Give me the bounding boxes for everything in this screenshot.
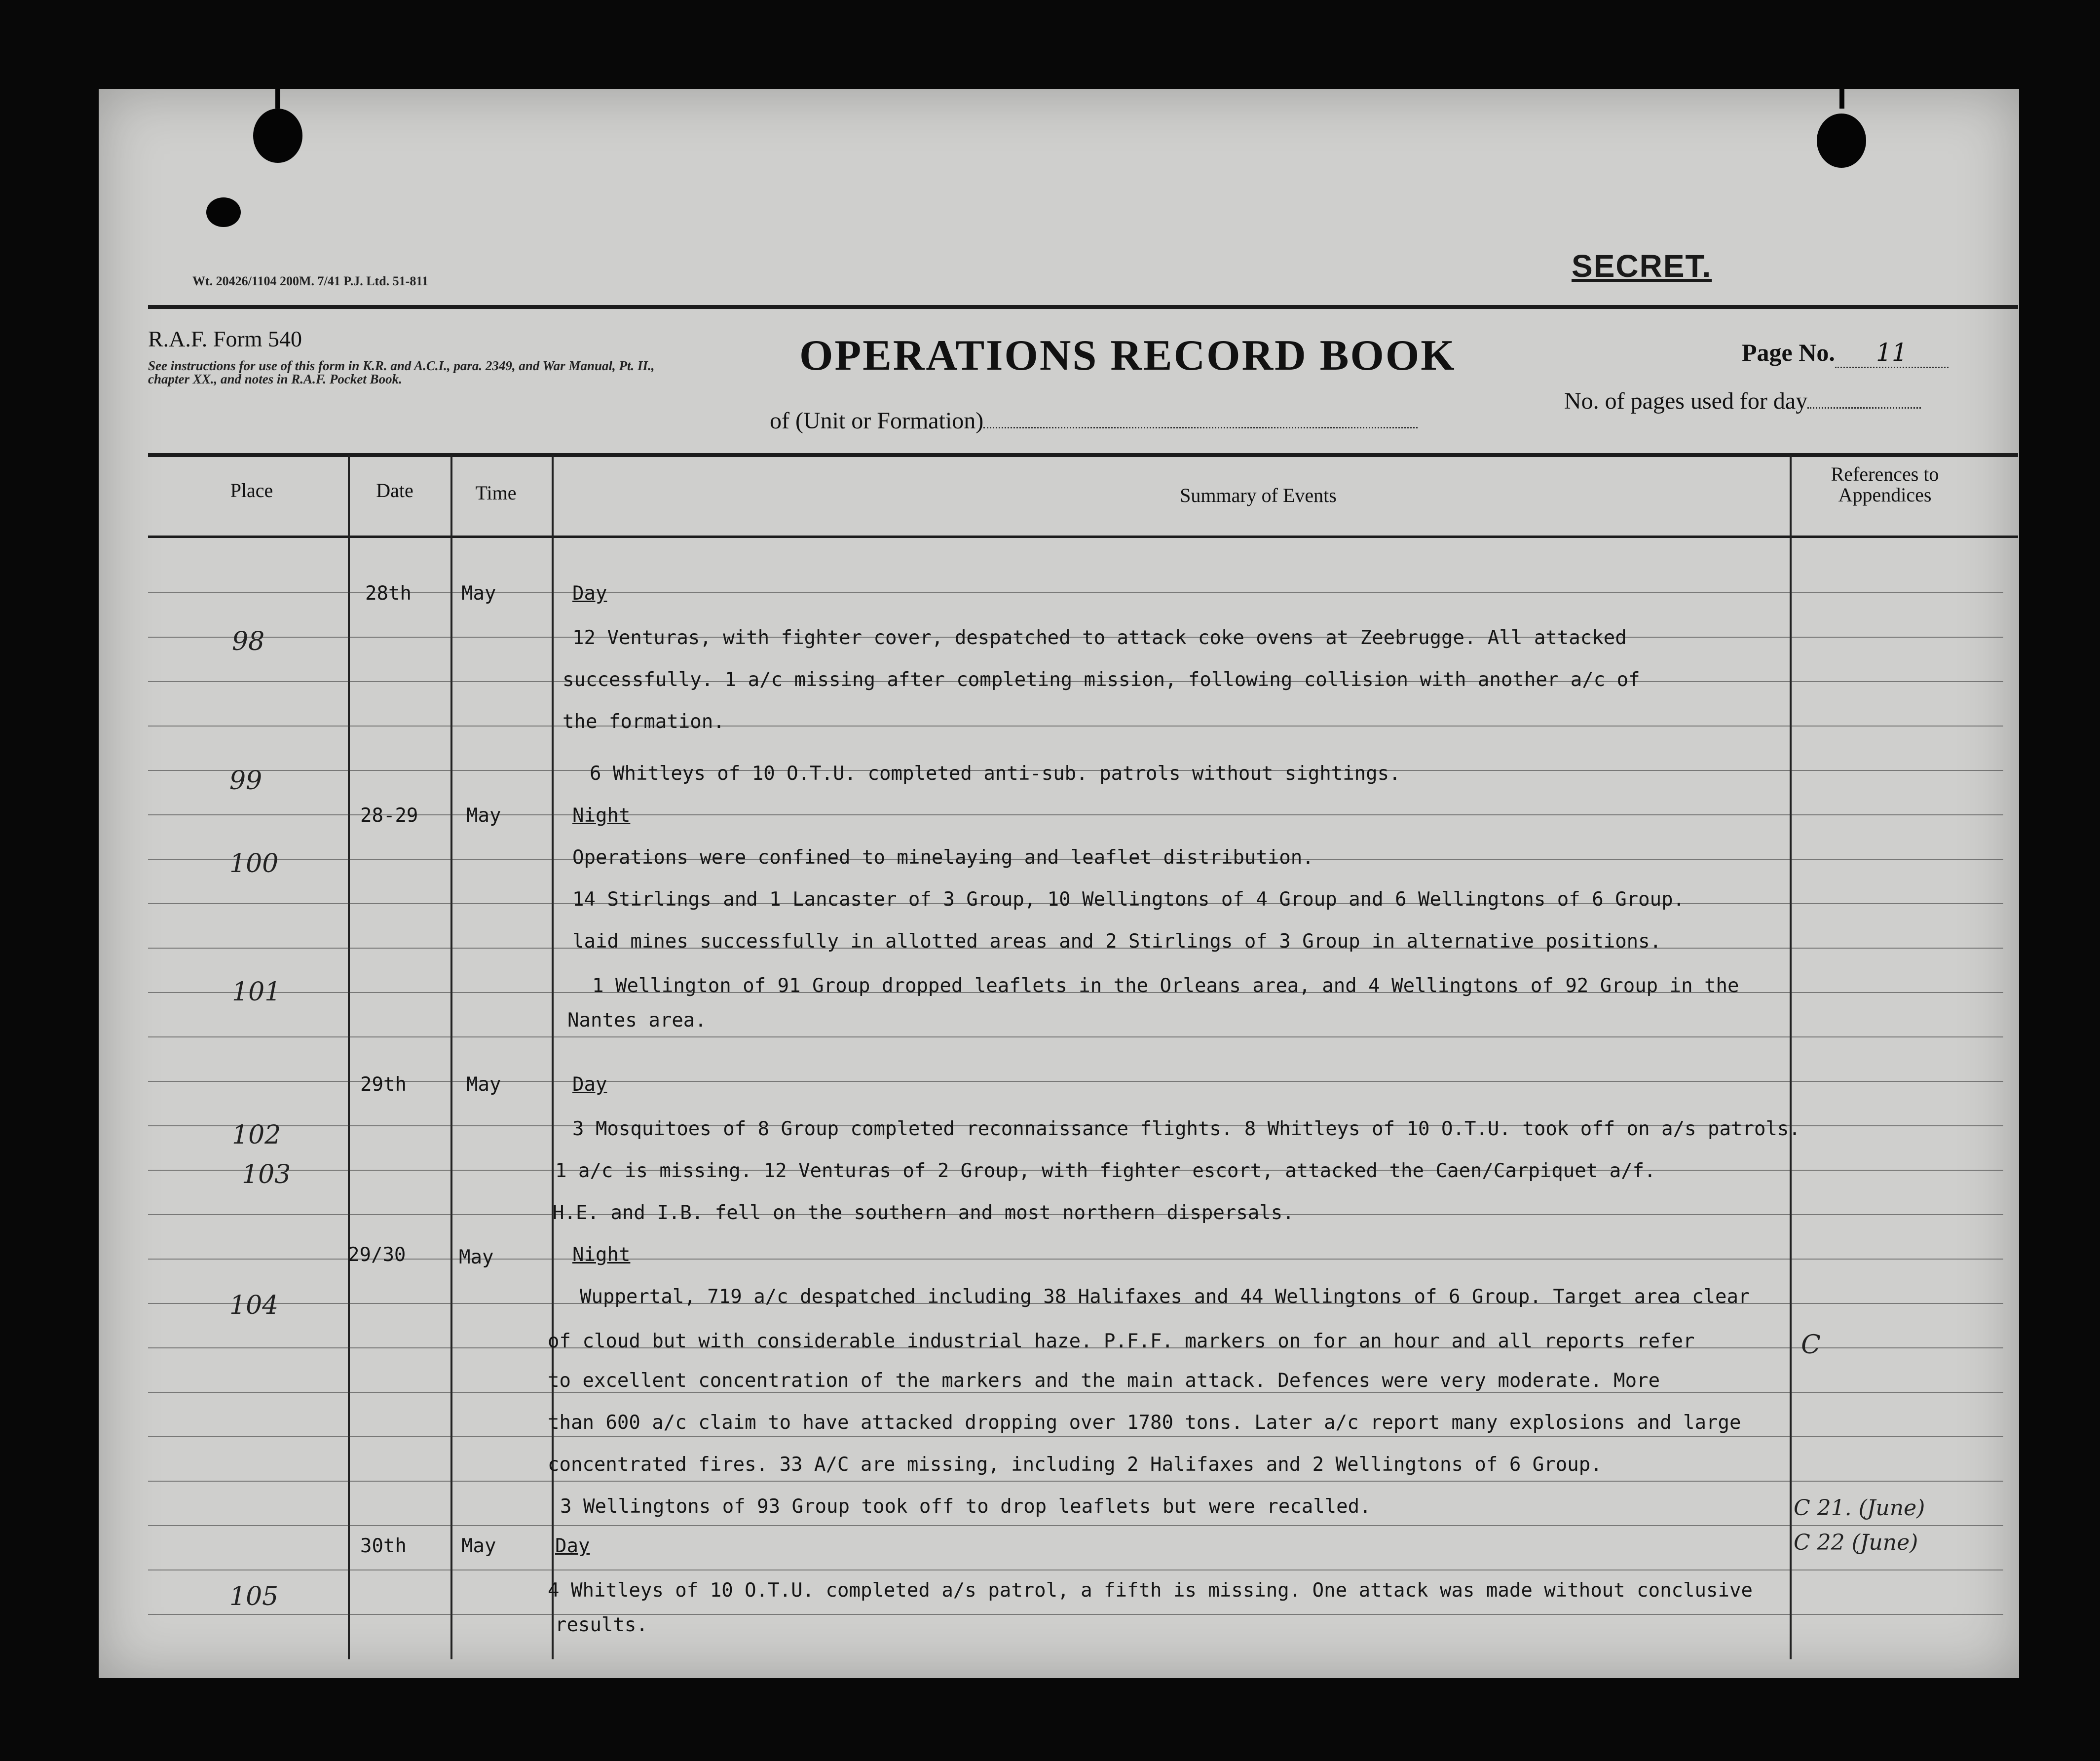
- appendix-reference: C 21. (June): [1794, 1495, 1925, 1521]
- place-serial-number: 101: [232, 977, 281, 1007]
- place-serial-number: 105: [229, 1582, 279, 1611]
- form-number: R.A.F. Form 540: [148, 326, 302, 351]
- header-rule-top: [148, 305, 2018, 309]
- punch-hole-small: [206, 197, 241, 227]
- summary-line: 1 a/c is missing. 12 Venturas of 2 Group, with fighter escort, attacked the Caen/Carpiquet a/f.: [555, 1160, 1656, 1182]
- entry-time: May: [461, 582, 496, 605]
- punch-hole-right: [1817, 114, 1866, 168]
- column-divider-time: [552, 455, 554, 1659]
- appendix-reference: C 22 (June): [1794, 1530, 1918, 1555]
- punch-hole-left: [253, 109, 302, 163]
- summary-line: 4 Whitleys of 10 O.T.U. completed a/s patrol, a fifth is missing. One attack was made without conclusive: [548, 1579, 1753, 1602]
- ruled-line: [148, 592, 2003, 593]
- pages-used-label: No. of pages used for day: [1564, 388, 1808, 414]
- summary-line: 3 Mosquitoes of 8 Group completed reconnaissance flights. 8 Whitleys of 10 O.T.U. took off on a/s patrols.: [572, 1118, 1800, 1140]
- summary-line: Wuppertal, 719 a/c despatched including 38 Halifaxes and 44 Wellingtons of 6 Group. Target area clear: [580, 1286, 1750, 1308]
- summary-line: of cloud but with considerable industrial haze. P.F.F. markers on for an hour and all reports refer: [548, 1330, 1695, 1352]
- summary-line: Operations were confined to minelaying and leaflet distribution.: [572, 846, 1314, 869]
- place-serial-number: 103: [242, 1160, 291, 1189]
- ruled-line: [148, 814, 2003, 815]
- entry-period-header: Day: [572, 1073, 607, 1096]
- form-instructions: See instructions for use of this form in K.R. and A.C.I., para. 2349, and War Manual, Pt. II., chapter XX., and notes in R.A.F. Pocket Book.: [148, 358, 655, 386]
- ruled-line: [148, 1525, 2003, 1526]
- pages-used-field: [1564, 387, 1921, 415]
- entry-period-header: Night: [572, 1244, 631, 1266]
- header-rule-bottom: [148, 536, 2018, 538]
- entry-date: 30th: [360, 1535, 407, 1557]
- place-serial-number: 99: [229, 766, 262, 796]
- place-serial-number: 98: [232, 627, 265, 656]
- column-divider-date: [450, 455, 452, 1659]
- summary-line: 12 Venturas, with fighter cover, despatched to attack coke ovens at Zeebrugge. All attacked: [572, 627, 1627, 649]
- page-number-label: Page No.: [1742, 339, 1835, 366]
- summary-line: 14 Stirlings and 1 Lancaster of 3 Group, 10 Wellingtons of 4 Group and 6 Wellingtons of 6 Group.: [572, 888, 1685, 911]
- place-serial-number: 104: [229, 1291, 279, 1320]
- entry-date: 29th: [360, 1073, 407, 1096]
- summary-line: concentrated fires. 33 A/C are missing, including 2 Halifaxes and 2 Wellingtons of 6 Group.: [548, 1454, 1602, 1476]
- ruled-line: [148, 726, 2003, 727]
- entry-date: 28-29: [360, 804, 418, 827]
- ruled-line: [148, 1392, 2003, 1393]
- entry-time: May: [466, 1073, 501, 1096]
- unit-field: [770, 407, 1418, 434]
- entry-period-header: Day: [555, 1535, 590, 1557]
- ruled-line: [148, 1081, 2003, 1082]
- entry-date: 28th: [365, 582, 412, 605]
- page-number-field: [1742, 338, 1949, 368]
- ruled-line: [148, 1481, 2003, 1482]
- ruled-line: [148, 1036, 2003, 1037]
- place-serial-number: 100: [229, 849, 279, 879]
- summary-line: H.E. and I.B. fell on the southern and most northern dispersals.: [553, 1202, 1294, 1224]
- page-number-value: 11: [1835, 338, 1949, 368]
- column-header-summary: Summary of Events: [1180, 484, 1337, 506]
- ruled-line: [148, 1436, 2003, 1437]
- entry-time: May: [459, 1246, 494, 1268]
- place-serial-number: 102: [232, 1120, 281, 1150]
- column-header-place: Place: [230, 479, 273, 501]
- entry-period-header: Day: [572, 582, 607, 605]
- column-divider-summary: [1790, 455, 1792, 1659]
- page-title: OPERATIONS RECORD BOOK: [799, 332, 1456, 380]
- record-sheet: [99, 89, 2019, 1678]
- binder-tab-left: [275, 89, 280, 109]
- entry-date: 29/30: [348, 1244, 406, 1266]
- column-divider-place: [348, 455, 350, 1659]
- pages-used-dotted-line: [1807, 407, 1921, 409]
- entry-time: May: [461, 1535, 496, 1557]
- summary-line: 6 Whitleys of 10 O.T.U. completed anti-sub. patrols without sightings.: [590, 763, 1401, 785]
- binder-tab-right: [1839, 89, 1844, 109]
- header-rule-table: [148, 453, 2018, 457]
- column-header-date: Date: [376, 479, 413, 501]
- summary-line: results.: [555, 1614, 648, 1636]
- summary-line: the formation.: [562, 711, 725, 733]
- unit-dotted-line: [983, 427, 1418, 428]
- reference-mark: C: [1801, 1330, 1821, 1360]
- summary-line: 3 Wellingtons of 93 Group took off to drop leaflets but were recalled.: [560, 1495, 1371, 1518]
- column-header-time: Time: [475, 482, 517, 504]
- column-header-references: References to Appendices: [1831, 463, 1939, 506]
- unit-label: of (Unit or Formation): [770, 408, 984, 434]
- ruled-line: [148, 1614, 2003, 1615]
- printer-reference: Wt. 20426/1104 200M. 7/41 P.J. Ltd. 51-811: [192, 274, 428, 288]
- summary-line: Nantes area.: [567, 1009, 707, 1032]
- summary-line: than 600 a/c claim to have attacked dropping over 1780 tons. Later a/c report many explosions and large: [548, 1412, 1741, 1434]
- ruled-line: [148, 1259, 2003, 1260]
- entry-period-header: Night: [572, 804, 631, 827]
- summary-line: 1 Wellington of 91 Group dropped leaflets in the Orleans area, and 4 Wellingtons of 92 Group in the: [592, 975, 1739, 997]
- entry-time: May: [466, 804, 501, 827]
- summary-line: successfully. 1 a/c missing after completing mission, following collision with another a/c of: [562, 669, 1640, 691]
- security-classification: SECRET.: [1572, 248, 1712, 284]
- summary-line: laid mines successfully in allotted areas and 2 Stirlings of 3 Group in alternative positions.: [572, 930, 1662, 953]
- summary-line: to excellent concentration of the markers and the main attack. Defences were very moderate. More: [548, 1370, 1660, 1392]
